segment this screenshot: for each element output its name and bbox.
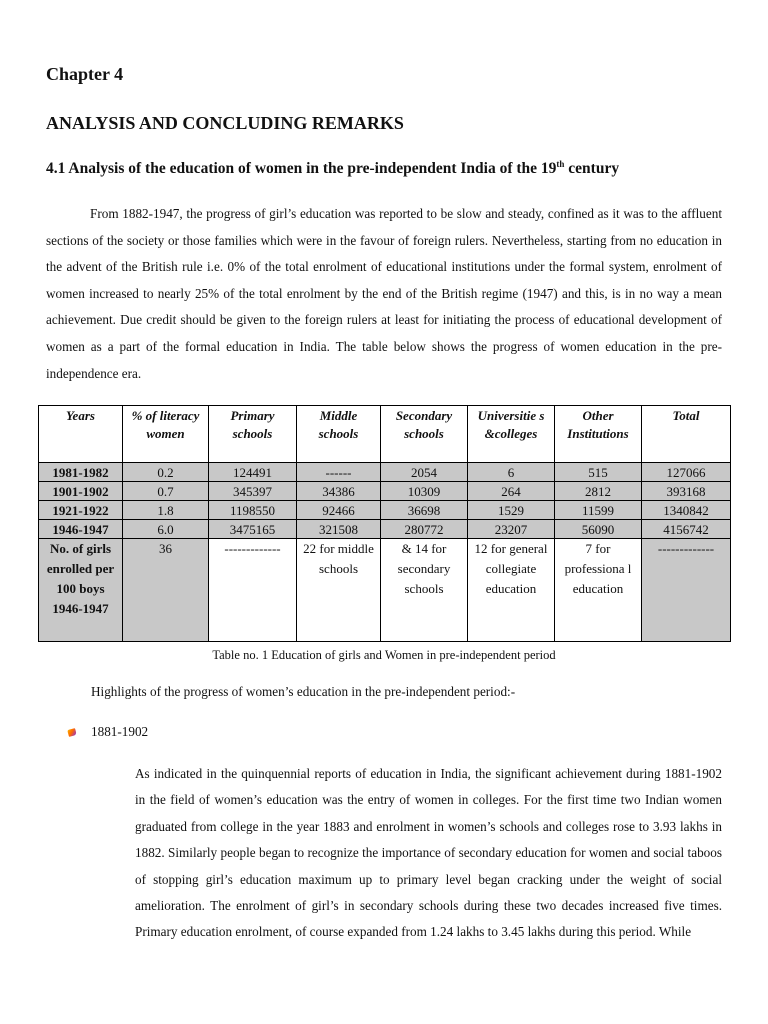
section-heading bbox=[46, 160, 619, 178]
table-cell: 124491 bbox=[209, 463, 297, 482]
table-cell: 1198550 bbox=[209, 501, 297, 520]
table-cell: 515 bbox=[555, 463, 642, 482]
chapter-title: ANALYSIS AND CONCLUDING REMARKS bbox=[46, 113, 404, 133]
table-row bbox=[39, 482, 731, 501]
chapter-heading: Chapter 4 bbox=[46, 64, 124, 84]
highlights-intro: Highlights of the progress of women’s education in the pre-independent period:- bbox=[91, 684, 516, 699]
table-cell: ------------- bbox=[209, 539, 297, 642]
col-header-literacy: % of literacy women bbox=[123, 406, 209, 463]
table-cell: 2054 bbox=[381, 463, 468, 482]
table-cell: ------------- bbox=[642, 539, 731, 642]
table-cell: 11599 bbox=[555, 501, 642, 520]
table-cell: 34386 bbox=[297, 482, 381, 501]
table-cell: 6 bbox=[468, 463, 555, 482]
table-cell: 0.2 bbox=[123, 463, 209, 482]
table-row bbox=[39, 520, 731, 539]
table-cell: 1946-1947 bbox=[39, 520, 123, 539]
table-cell: 393168 bbox=[642, 482, 731, 501]
col-header-universities: Universitie s &colleges bbox=[468, 406, 555, 463]
table-cell: 36 bbox=[123, 539, 209, 642]
table-cell: No. of girls enrolled per 100 boys 1946-1947 bbox=[39, 539, 123, 642]
table-cell: 6.0 bbox=[123, 520, 209, 539]
table-cell: 345397 bbox=[209, 482, 297, 501]
section-heading-suffix: century bbox=[564, 160, 620, 177]
col-header-middle: Middle schools bbox=[297, 406, 381, 463]
table-cell: 12 for general collegiate education bbox=[468, 539, 555, 642]
table-cell: 23207 bbox=[468, 520, 555, 539]
table-cell: 92466 bbox=[297, 501, 381, 520]
table-cell: 7 for professiona l education bbox=[555, 539, 642, 642]
col-header-total: Total bbox=[642, 406, 731, 463]
table-cell: 22 for middle schools bbox=[297, 539, 381, 642]
table-cell: 280772 bbox=[381, 520, 468, 539]
table-cell: 1901-1902 bbox=[39, 482, 123, 501]
table-caption: Table no. 1 Education of girls and Women in pre-independent period bbox=[212, 648, 556, 662]
section-heading-superscript: th bbox=[556, 159, 565, 169]
table-cell: 2812 bbox=[555, 482, 642, 501]
col-header-other: Other Institutions bbox=[555, 406, 642, 463]
table-cell: ------ bbox=[297, 463, 381, 482]
education-table bbox=[38, 405, 731, 642]
table-cell: 321508 bbox=[297, 520, 381, 539]
table-cell: & 14 for secondary schools bbox=[381, 539, 468, 642]
table-row bbox=[39, 463, 731, 482]
table-cell: 56090 bbox=[555, 520, 642, 539]
body-paragraph: As indicated in the quinquennial reports of education in India, the significant achievement during 1881-1902 in the field of women’s education was the entry of women in colleges. For the first time two Indian women graduated from college in the year 1883 and enrolment in women’s schools and colleges rose to 3.93 lakhs in 1882. Similarly people began to recognize the importance of secondary education for women and social taboos of stopping girl’s education maximum up to primary level began cracking under the weight of social amelioration. The enrolment of girl’s in secondary schools during these two decades increased five times. Primary education enrolment, of course expanded from 1.24 lakhs to 3.45 lakhs during this period. While bbox=[135, 766, 722, 940]
col-header-years: Years bbox=[39, 406, 123, 463]
table-cell: 10309 bbox=[381, 482, 468, 501]
table-cell: 1981-1982 bbox=[39, 463, 123, 482]
table-cell: 36698 bbox=[381, 501, 468, 520]
table-header-row bbox=[39, 406, 731, 463]
table-cell: 1.8 bbox=[123, 501, 209, 520]
table-cell: 3475165 bbox=[209, 520, 297, 539]
table-cell: 4156742 bbox=[642, 520, 731, 539]
bullet-label: 1881-1902 bbox=[91, 724, 149, 739]
table-cell: 1340842 bbox=[642, 501, 731, 520]
table-cell: 1921-1922 bbox=[39, 501, 123, 520]
section-heading-text: 4.1 Analysis of the education of women in the pre-independent India of the 19 bbox=[46, 160, 557, 177]
intro-paragraph: From 1882-1947, the progress of girl’s education was reported to be slow and steady, confined as it was to the affluent sections of the society or those families which were in the favour of foreign rulers. Nevertheless, starting from no education in the advent of the British rule i.e. 0% of the total enrolment of educational institutions under the formal system, enrolment of women increased to nearly 25% of the total enrolment by the end of the British regime (1947) and this, is in no way a mean achievement. Due credit should be given to the foreign rulers at least for initiating the process of educational development of women as a part of the formal education in India. The table below shows the progress of women education in the pre-independence era. bbox=[46, 206, 722, 381]
table-cell: 1529 bbox=[468, 501, 555, 520]
col-header-primary: Primary schools bbox=[209, 406, 297, 463]
bullet-icon bbox=[67, 728, 77, 737]
table-cell: 127066 bbox=[642, 463, 731, 482]
col-header-secondary: Secondary schools bbox=[381, 406, 468, 463]
table-row bbox=[39, 501, 731, 520]
table-row-girls-per-100-boys bbox=[39, 539, 731, 642]
table-cell: 264 bbox=[468, 482, 555, 501]
table-cell: 0.7 bbox=[123, 482, 209, 501]
